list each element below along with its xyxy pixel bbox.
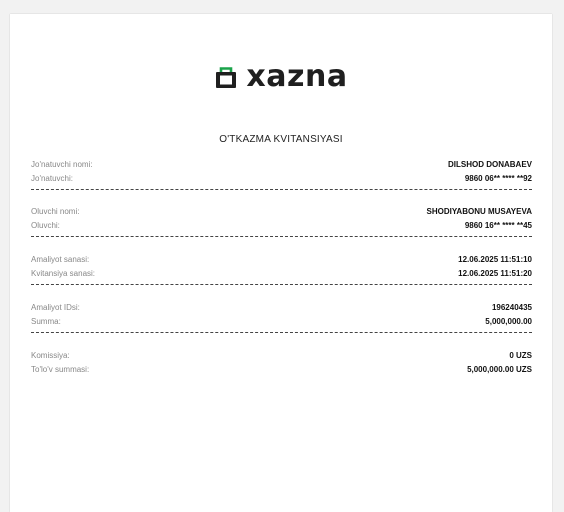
info-row (31, 219, 532, 233)
sender-section (31, 158, 532, 190)
receipt-page (10, 14, 552, 512)
dashed-divider (31, 284, 532, 285)
operation-date-value: 12.06.2025 11:51:10 (458, 255, 532, 264)
sender-card-value: 9860 06** **** **92 (464, 174, 532, 183)
receiver-section (31, 205, 532, 237)
receiver-card-value: 9860 16** **** **45 (464, 221, 532, 230)
sender-name-label: Jo'natuvchi nomi: (31, 160, 93, 169)
operation-id-label: Amaliyot IDsi: (31, 303, 80, 312)
commission-value: 0 UZS (509, 351, 532, 360)
dashed-divider (31, 332, 532, 333)
total-value: 5,000,000.00 UZS (467, 365, 532, 374)
logo-text: xazna (246, 59, 348, 94)
operation-id-value: 196240435 (491, 303, 532, 312)
operation-date-label: Amaliyot sanasi: (31, 255, 90, 264)
info-row (31, 253, 532, 267)
info-row (31, 363, 532, 377)
bag-icon (214, 65, 238, 89)
total-label: To'lo'v summasi: (31, 365, 90, 374)
sender-card-label: Jo'natuvchi: (31, 174, 73, 183)
info-row (31, 205, 532, 219)
xazna-logo (10, 59, 552, 94)
receipt-title: O'TKAZMA KVITANSIYASI (219, 134, 343, 145)
info-row (31, 267, 532, 281)
sender-name-value: DILSHOD DONABAEV (447, 160, 532, 169)
info-row (31, 301, 532, 315)
receiver-name-label: Oluvchi nomi: (31, 207, 80, 216)
receipt-date-value: 12.06.2025 11:51:20 (458, 269, 532, 278)
commission-label: Komissiya: (31, 351, 70, 360)
info-row (31, 349, 532, 363)
sum-value: 5,000,000.00 (485, 317, 532, 326)
receiver-name-value: SHODIYABONU MUSAYEVA (426, 207, 532, 216)
receiver-card-label: Oluvchi: (31, 221, 60, 230)
dates-section (31, 253, 532, 285)
dashed-divider (31, 189, 532, 190)
info-row (31, 172, 532, 186)
info-row (31, 158, 532, 172)
info-row (31, 315, 532, 329)
amount-section (31, 301, 532, 333)
dashed-divider (31, 236, 532, 237)
receipt-date-label: Kvitansiya sanasi: (31, 269, 96, 278)
fees-section (31, 349, 532, 377)
sum-label: Summa: (31, 317, 61, 326)
